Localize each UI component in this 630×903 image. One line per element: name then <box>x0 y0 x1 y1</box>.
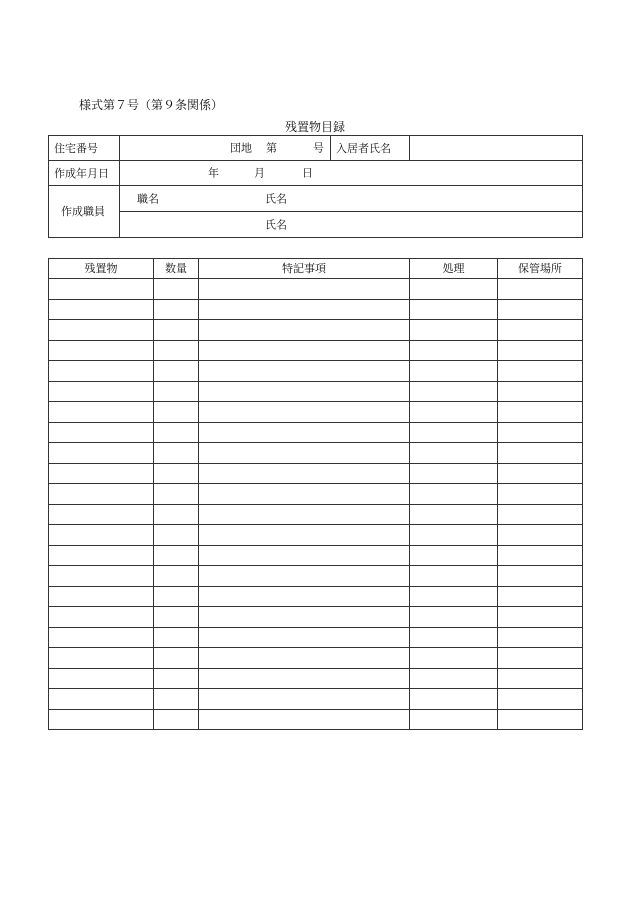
table-row <box>49 525 583 546</box>
table-cell[interactable] <box>410 689 498 710</box>
table-cell[interactable] <box>154 504 199 525</box>
table-cell[interactable] <box>498 586 583 607</box>
table-cell[interactable] <box>199 586 410 607</box>
housing-number-field[interactable] <box>120 136 331 161</box>
table-cell[interactable] <box>154 607 199 628</box>
table-cell[interactable] <box>154 689 199 710</box>
table-cell[interactable] <box>498 648 583 669</box>
table-cell[interactable] <box>49 648 154 669</box>
table-cell[interactable] <box>49 586 154 607</box>
table-cell[interactable] <box>154 709 199 730</box>
table-row <box>49 586 583 607</box>
table-cell[interactable] <box>199 340 410 361</box>
table-cell[interactable] <box>199 525 410 546</box>
table-cell[interactable] <box>154 402 199 423</box>
table-cell[interactable] <box>410 709 498 730</box>
table-cell[interactable] <box>49 443 154 464</box>
table-cell[interactable] <box>410 627 498 648</box>
table-row <box>49 279 583 300</box>
table-cell[interactable] <box>49 299 154 320</box>
table-cell[interactable] <box>154 381 199 402</box>
table-cell[interactable] <box>154 361 199 382</box>
table-cell[interactable] <box>498 320 583 341</box>
table-row <box>49 299 583 320</box>
table-row <box>49 463 583 484</box>
table-cell[interactable] <box>154 648 199 669</box>
table-cell[interactable] <box>154 279 199 300</box>
table-cell[interactable] <box>498 340 583 361</box>
table-cell[interactable] <box>154 525 199 546</box>
table-cell[interactable] <box>49 709 154 730</box>
table-cell[interactable] <box>410 340 498 361</box>
table-cell[interactable] <box>49 566 154 587</box>
table-cell[interactable] <box>49 402 154 423</box>
header-quantity: 数量 <box>154 259 199 279</box>
table-cell[interactable] <box>49 381 154 402</box>
table-cell[interactable] <box>410 648 498 669</box>
table-cell[interactable] <box>410 422 498 443</box>
go-label: 号 <box>313 141 324 155</box>
table-cell[interactable] <box>498 299 583 320</box>
table-cell[interactable] <box>49 504 154 525</box>
table-cell[interactable] <box>498 607 583 628</box>
table-cell[interactable] <box>199 648 410 669</box>
table-cell[interactable] <box>199 320 410 341</box>
header-disposal: 処理 <box>410 259 498 279</box>
table-cell[interactable] <box>498 668 583 689</box>
table-cell[interactable] <box>154 668 199 689</box>
table-cell[interactable] <box>498 525 583 546</box>
table-cell[interactable] <box>498 381 583 402</box>
table-cell[interactable] <box>154 443 199 464</box>
table-cell[interactable] <box>498 504 583 525</box>
table-row <box>49 566 583 587</box>
table-cell[interactable] <box>410 525 498 546</box>
table-cell[interactable] <box>410 668 498 689</box>
table-cell[interactable] <box>49 484 154 505</box>
table-cell[interactable] <box>410 381 498 402</box>
table-cell[interactable] <box>49 422 154 443</box>
page-title: 残置物目録 <box>285 120 346 134</box>
table-cell[interactable] <box>410 320 498 341</box>
housing-number-label: 住宅番号 <box>49 136 120 161</box>
table-cell[interactable] <box>410 607 498 628</box>
table-row <box>49 381 583 402</box>
table-row <box>49 320 583 341</box>
table-cell[interactable] <box>498 422 583 443</box>
table-row <box>49 504 583 525</box>
table-row <box>49 607 583 628</box>
form-number: 様式第７号（第９条関係） <box>79 98 224 112</box>
table-cell[interactable] <box>199 402 410 423</box>
name-label: 氏名 <box>265 192 287 205</box>
table-cell[interactable] <box>410 504 498 525</box>
items-table <box>48 258 583 730</box>
staff-name-field[interactable] <box>120 212 583 238</box>
created-date-label: 作成年月日 <box>49 161 120 186</box>
table-cell[interactable] <box>498 545 583 566</box>
table-cell[interactable] <box>498 627 583 648</box>
month-label: 月 <box>254 166 265 180</box>
table-cell[interactable] <box>154 463 199 484</box>
day-label: 日 <box>302 166 313 180</box>
resident-name-label: 入居者氏名 <box>331 136 410 161</box>
table-cell[interactable] <box>199 422 410 443</box>
table-cell[interactable] <box>49 545 154 566</box>
table-cell[interactable] <box>49 320 154 341</box>
table-cell[interactable] <box>199 709 410 730</box>
table-cell[interactable] <box>199 443 410 464</box>
resident-name-field[interactable] <box>410 136 583 161</box>
table-row <box>49 627 583 648</box>
info-table <box>48 135 583 238</box>
table-cell[interactable] <box>410 361 498 382</box>
table-cell[interactable] <box>410 586 498 607</box>
table-cell[interactable] <box>49 340 154 361</box>
table-cell[interactable] <box>199 607 410 628</box>
table-cell[interactable] <box>154 299 199 320</box>
table-cell[interactable] <box>199 361 410 382</box>
created-date-field[interactable] <box>120 161 583 186</box>
table-cell[interactable] <box>199 627 410 648</box>
table-row <box>49 484 583 505</box>
table-cell[interactable] <box>199 299 410 320</box>
table-row <box>49 545 583 566</box>
table-cell[interactable] <box>49 525 154 546</box>
table-cell[interactable] <box>410 443 498 464</box>
table-cell[interactable] <box>49 607 154 628</box>
table-cell[interactable] <box>199 668 410 689</box>
table-cell[interactable] <box>49 361 154 382</box>
position-label: 職名 <box>137 192 159 205</box>
table-cell[interactable] <box>410 279 498 300</box>
table-row <box>49 443 583 464</box>
table-row <box>49 709 583 730</box>
table-cell[interactable] <box>154 340 199 361</box>
table-cell[interactable] <box>199 381 410 402</box>
staff-position-field[interactable] <box>120 186 583 212</box>
table-cell[interactable] <box>154 422 199 443</box>
table-cell[interactable] <box>154 320 199 341</box>
table-cell[interactable] <box>410 566 498 587</box>
table-cell[interactable] <box>199 545 410 566</box>
table-cell[interactable] <box>410 545 498 566</box>
table-cell[interactable] <box>498 279 583 300</box>
table-cell[interactable] <box>154 586 199 607</box>
name-label: 氏名 <box>265 218 287 231</box>
year-label: 年 <box>208 166 219 180</box>
table-cell[interactable] <box>49 668 154 689</box>
table-cell[interactable] <box>498 463 583 484</box>
table-cell[interactable] <box>49 279 154 300</box>
dai-label: 第 <box>266 141 277 155</box>
table-cell[interactable] <box>49 463 154 484</box>
table-cell[interactable] <box>410 299 498 320</box>
table-row <box>49 340 583 361</box>
table-cell[interactable] <box>154 627 199 648</box>
table-cell[interactable] <box>498 402 583 423</box>
table-cell[interactable] <box>49 627 154 648</box>
table-row <box>49 422 583 443</box>
table-row <box>49 361 583 382</box>
table-row <box>49 402 583 423</box>
danchi-label: 団地 <box>230 141 252 155</box>
table-cell[interactable] <box>154 566 199 587</box>
table-cell[interactable] <box>498 709 583 730</box>
table-cell[interactable] <box>498 689 583 710</box>
table-cell[interactable] <box>199 504 410 525</box>
table-cell[interactable] <box>199 689 410 710</box>
table-cell[interactable] <box>154 545 199 566</box>
table-cell[interactable] <box>49 689 154 710</box>
table-cell[interactable] <box>154 484 199 505</box>
table-cell[interactable] <box>410 463 498 484</box>
table-cell[interactable] <box>498 443 583 464</box>
table-cell[interactable] <box>199 566 410 587</box>
table-cell[interactable] <box>199 279 410 300</box>
header-remarks: 特記事項 <box>199 259 410 279</box>
table-cell[interactable] <box>498 566 583 587</box>
table-cell[interactable] <box>410 484 498 505</box>
table-cell[interactable] <box>199 484 410 505</box>
staff-label: 作成職員 <box>49 186 120 238</box>
header-item: 残置物 <box>49 259 154 279</box>
header-storage-location: 保管場所 <box>498 259 583 279</box>
table-cell[interactable] <box>498 484 583 505</box>
table-cell[interactable] <box>199 463 410 484</box>
table-row <box>49 668 583 689</box>
table-row <box>49 689 583 710</box>
table-cell[interactable] <box>410 402 498 423</box>
table-row <box>49 648 583 669</box>
table-cell[interactable] <box>498 361 583 382</box>
